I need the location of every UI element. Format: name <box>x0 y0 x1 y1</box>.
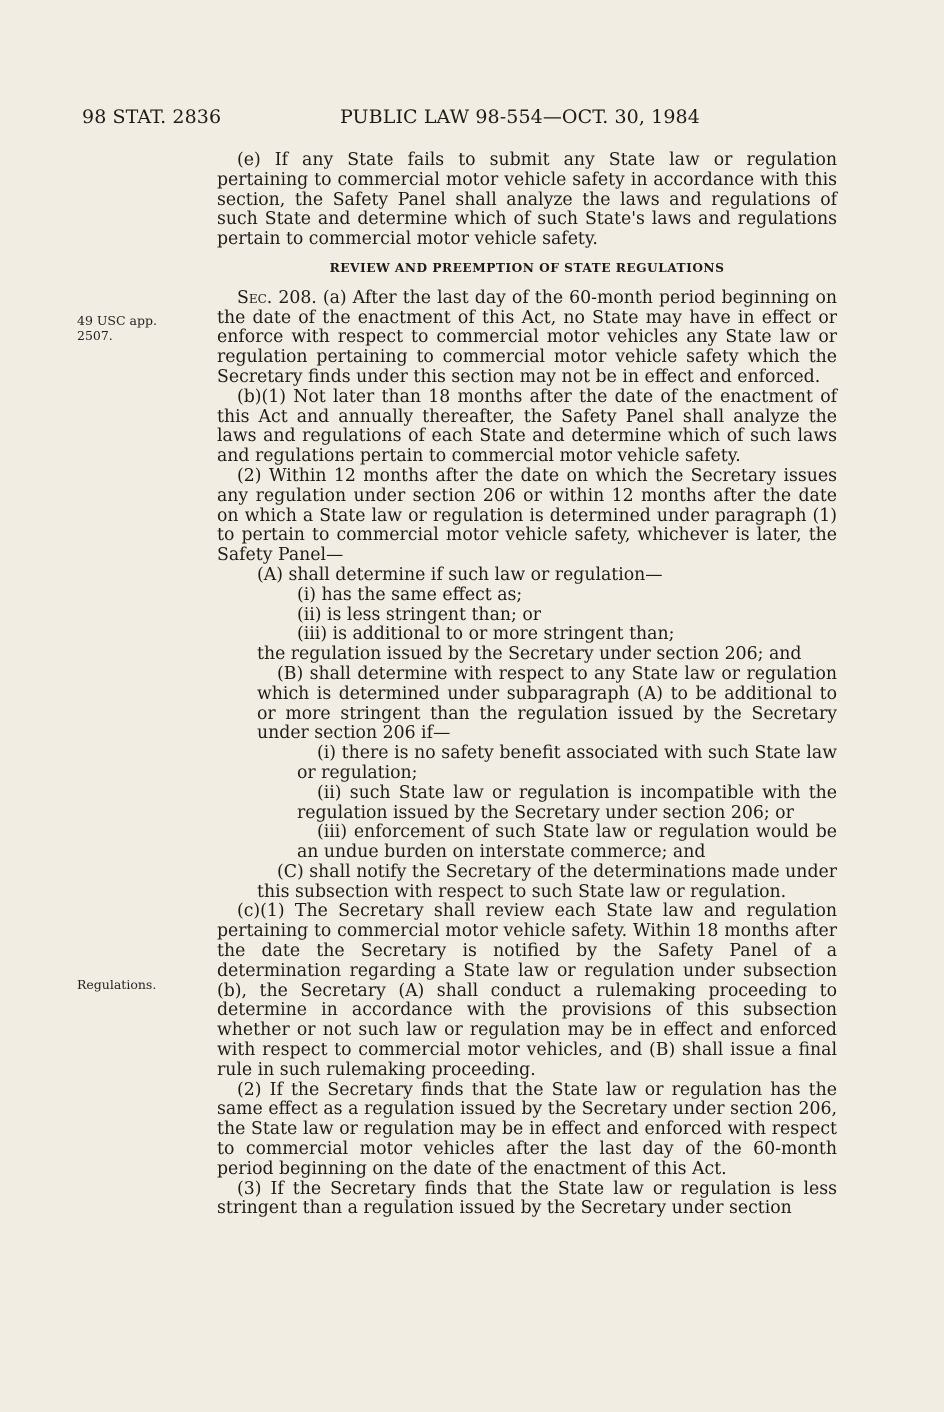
paragraph-c1: (c)(1) The Secretary shall review each State law and regulation pertaining to commercial motor vehicle safety. Within 18 months after the date the Secretary is notified by the Safety Panel of a determination regarding a State law or regulation under subsection (b), the Secretary (A) shall conduct a rulemaking proceeding to determine in accordance with the provisions of this subsection whether or not such law or regulation may be in effect and enforced with respect to commercial motor vehicles, and (B) shall issue a final rule in such rulemaking proceeding. <box>217 901 837 1080</box>
subparagraph-C: (C) shall notify the Secretary of the determinations made under this subsection with respect to such State law or regulation. <box>257 861 837 902</box>
section-208-a <box>217 289 837 388</box>
section-label: Sec. <box>237 287 273 308</box>
public-law-title: PUBLIC LAW 98-554—OCT. 30, 1984 <box>340 106 700 128</box>
clause-A-iii: (iii) is additional to or more stringent than; <box>297 624 675 645</box>
section-heading: REVIEW AND PREEMPTION OF STATE REGULATIONS <box>329 260 725 275</box>
clause-B-i: (i) there is no safety benefit associated with such State law or regulation; <box>297 743 837 783</box>
clause-B-iii: (iii) enforcement of such State law or regulation would be an undue burden on interstate commerce; and <box>297 822 837 863</box>
clause-B-ii: (ii) such State law or regulation is incompatible with the regulation issued by the Secretary under section 206; or <box>297 782 837 823</box>
clause-A-i: (i) has the same effect as; <box>297 584 523 605</box>
clause-A-ii: (ii) is less stringent than; or <box>297 604 541 625</box>
paragraph-c2: (2) If the Secretary finds that the State law or regulation has the same effect as a regulation issued by the Secretary under section 206, the State law or regulation may be in effect and enforced with respect to commercial motor vehicles after the last day of the 60-month period beginning on the date of the enactment of this Act. <box>217 1079 837 1179</box>
subparagraph-B: (B) shall determine with respect to any State law or regulation which is determined under subparagraph (A) to be additional to or more stringent than the regulation issued by the Secretary under section 206 if— <box>257 663 837 744</box>
margin-note-regulations: Regulations. <box>77 977 157 992</box>
subparagraph-A-tail: the regulation issued by the Secretary under section 206; and <box>257 644 802 665</box>
paragraph-c3: (3) If the Secretary finds that the State law or regulation is less stringent than a regulation issued by the Secretary under section <box>217 1178 837 1219</box>
paragraph-b2: (2) Within 12 months after the date on which the Secretary issues any regulation under section 206 or within 12 months after the date on which a State law or regulation is determined under paragraph (1) to pertain to commercial motor vehicle safety, whichever is later, the Safety Panel— <box>217 465 837 566</box>
subparagraph-A: (A) shall determine if such law or regulation— <box>257 564 663 585</box>
stat-page-number: 98 STAT. 2836 <box>82 106 222 128</box>
section-208-a-text: 208. (a) After the last day of the 60-month period beginning on the date of the enactment of this Act, no State may have in effect or enforce with respect to commercial motor vehicles any State law or regulation pertaining to commercial motor vehicle safety which the Secretary finds under this section may not be in effect and enforced. <box>217 287 837 387</box>
statute-text <box>217 151 837 1219</box>
running-header <box>82 106 842 136</box>
paragraph-b1: (b)(1) Not later than 18 months after the date of the enactment of this Act and annually thereafter, the Safety Panel shall analyze the laws and regulations of each State and determine which of such laws and regulations pertain to commercial motor vehicle safety. <box>217 386 837 467</box>
margin-note-usc-line1: 49 USC app. <box>77 313 157 328</box>
margin-note-usc <box>77 313 157 343</box>
margin-note-usc-line2: 2507. <box>77 328 113 343</box>
paragraph-e: (e) If any State fails to submit any State law or regulation pertaining to commercial motor vehicle safety in accordance with this section, the Safety Panel shall analyze the laws and regulations of such State and determine which of such State's laws and regulations pertain to commercial motor vehicle safety. <box>217 150 837 250</box>
